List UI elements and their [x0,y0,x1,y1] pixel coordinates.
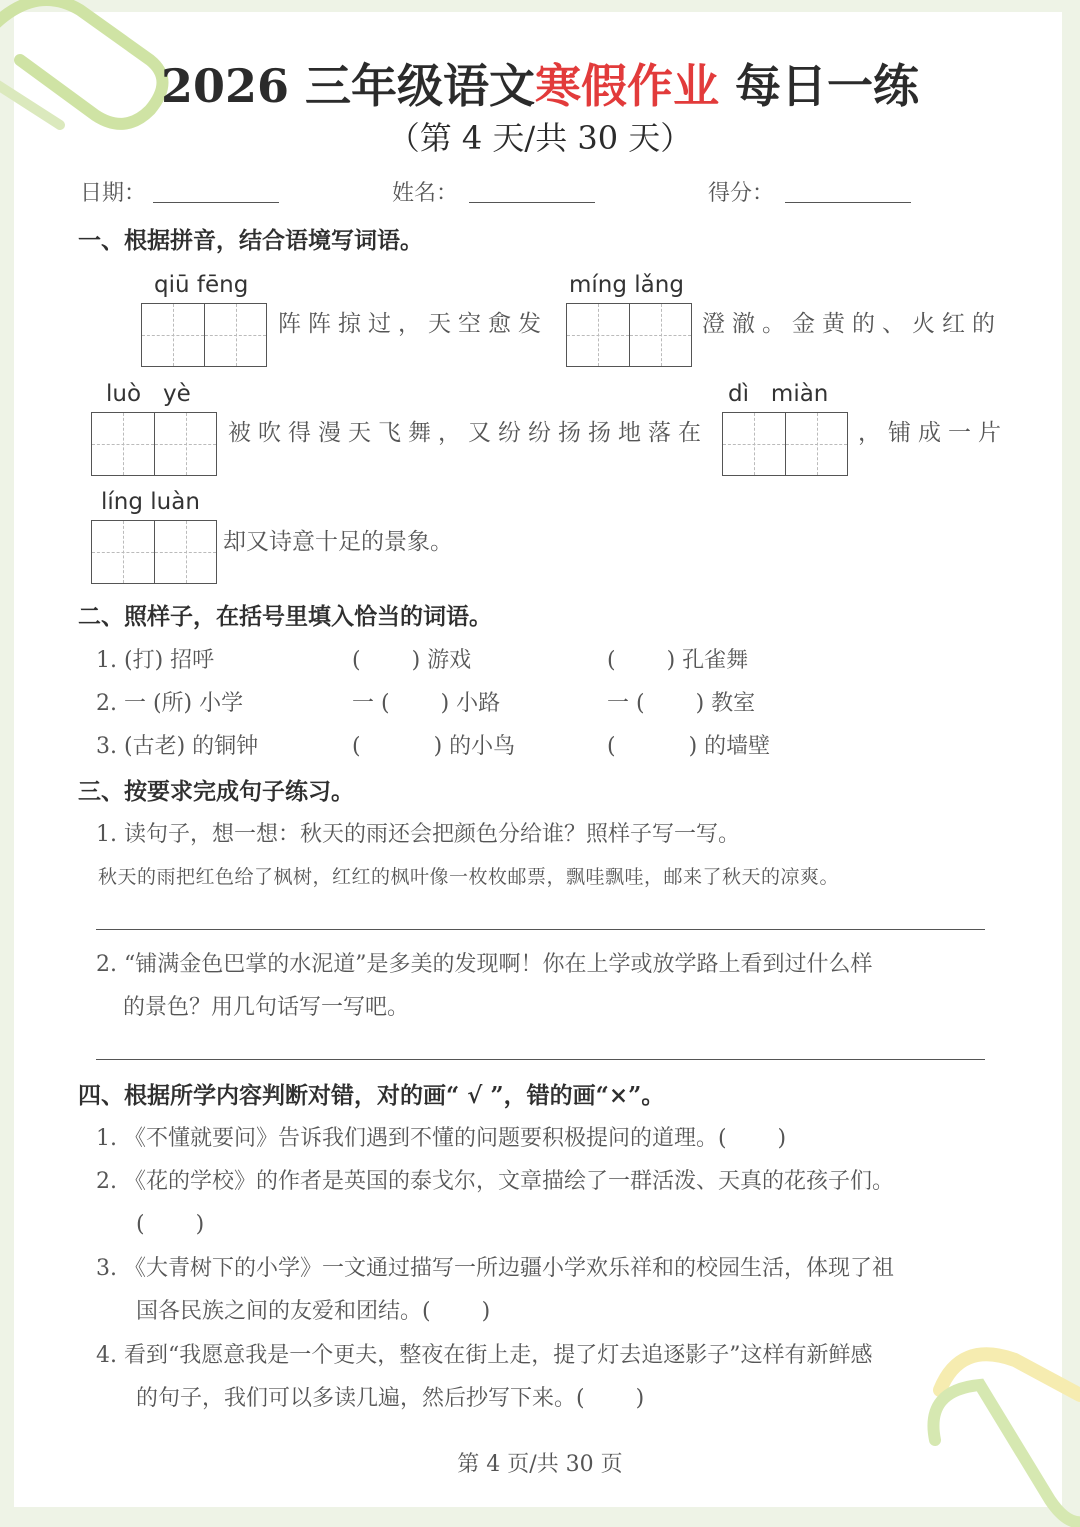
title-suffix: 每日一练 [719,59,920,113]
writing-grid-3[interactable] [91,412,217,476]
s4-item-1: 1. 《不懂就要问》告诉我们遇到不懂的问题要积极提问的道理。( ) [96,1126,787,1151]
title-highlight: 寒假作业 [535,59,720,113]
s3-question-1: 1. 读句子，想一想：秋天的雨还会把颜色分给谁？照样子写一写。 [96,822,740,847]
s4-item-2-bracket[interactable]: ( ) [136,1212,205,1237]
page-number: 第 4 页/共 30 页 [457,1452,623,1477]
s4-item-4-cont: 的句子，我们可以多读几遍，然后抄写下来。( ) [136,1386,645,1411]
pinyin-4: dì miàn [728,381,829,407]
pinyin-5: líng luàn [101,489,200,515]
section-1-heading: 一、根据拼音，结合语境写词语。 [78,227,423,254]
writing-grid-2[interactable] [566,303,692,367]
name-field[interactable] [469,202,595,203]
s2-row1-blank1[interactable]: ( ) 游戏 [352,648,472,673]
score-label: 得分： [708,181,775,206]
pinyin-2: míng lǎng [569,272,684,298]
writing-grid-5[interactable] [91,520,217,584]
s3-answer-line-1[interactable] [96,929,985,930]
writing-grid-4[interactable] [722,412,848,476]
context-text-3: 被吹得漫天飞舞，又纷纷扬扬地落在 [228,420,708,446]
s3-question-2-line1: 2. “铺满金色巴掌的水泥道”是多美的发现啊！你在上学或放学路上看到过什么样 [96,952,873,977]
s4-item-3-cont: 国各民族之间的友爱和团结。( ) [136,1299,491,1324]
s4-item-3: 3. 《大青树下的小学》一文通过描写一所边疆小学欢乐祥和的校园生活，体现了祖 [96,1256,894,1281]
context-text-1: 阵阵掠过，天空愈发 [278,311,548,337]
title-prefix: 2026 三年级语文 [160,59,536,113]
s2-row1-example: 1. (打) 招呼 [96,648,215,673]
s2-row3-blank2[interactable]: ( ) 的墙壁 [607,734,771,759]
paperclip-bottom-right-icon [920,1330,1080,1527]
s2-row3-example: 3. (古老) 的铜钟 [96,734,259,759]
name-label: 姓名： [392,181,459,206]
context-text-2: 澄澈。金黄的、火红的 [702,311,1002,337]
s2-row1-blank2[interactable]: ( ) 孔雀舞 [607,648,749,673]
context-text-5: 却又诗意十足的景象。 [223,529,453,555]
s2-row3-blank1[interactable]: ( ) 的小鸟 [352,734,516,759]
s3-question-2-line2: 的景色？用几句话写一写吧。 [123,995,410,1020]
section-4-heading: 四、根据所学内容判断对错，对的画“ √ ”，错的画“×”。 [78,1082,665,1109]
s3-answer-line-2[interactable] [96,1059,985,1060]
pinyin-3: luò yè [106,381,191,407]
date-label: 日期： [80,181,147,206]
s3-example-sentence: 秋天的雨把红色给了枫树，红红的枫叶像一枚枚邮票，飘哇飘哇，邮来了秋天的凉爽。 [98,866,840,888]
section-2-heading: 二、照样子，在括号里填入恰当的词语。 [78,603,492,630]
pinyin-1: qiū fēng [154,272,249,298]
score-field[interactable] [785,202,911,203]
s2-row2-blank1[interactable]: 一 ( ) 小路 [352,691,501,716]
date-field[interactable] [153,202,279,203]
page-title [0,50,1080,116]
section-3-heading: 三、按要求完成句子练习。 [78,778,354,805]
context-text-4: ，铺成一片 [858,420,1008,446]
s2-row2-example: 2. 一 (所) 小学 [96,691,244,716]
page-subtitle: （第 4 天/共 30 天） [387,119,693,157]
s2-row2-blank2[interactable]: 一 ( ) 教室 [607,691,756,716]
s4-item-2: 2. 《花的学校》的作者是英国的泰戈尔，文章描绘了一群活泼、天真的花孩子们。 [96,1169,894,1194]
s4-item-4: 4. 看到“我愿意我是一个更夫，整夜在街上走，提了灯去追逐影子”这样有新鲜感 [96,1343,873,1368]
writing-grid-1[interactable] [141,303,267,367]
